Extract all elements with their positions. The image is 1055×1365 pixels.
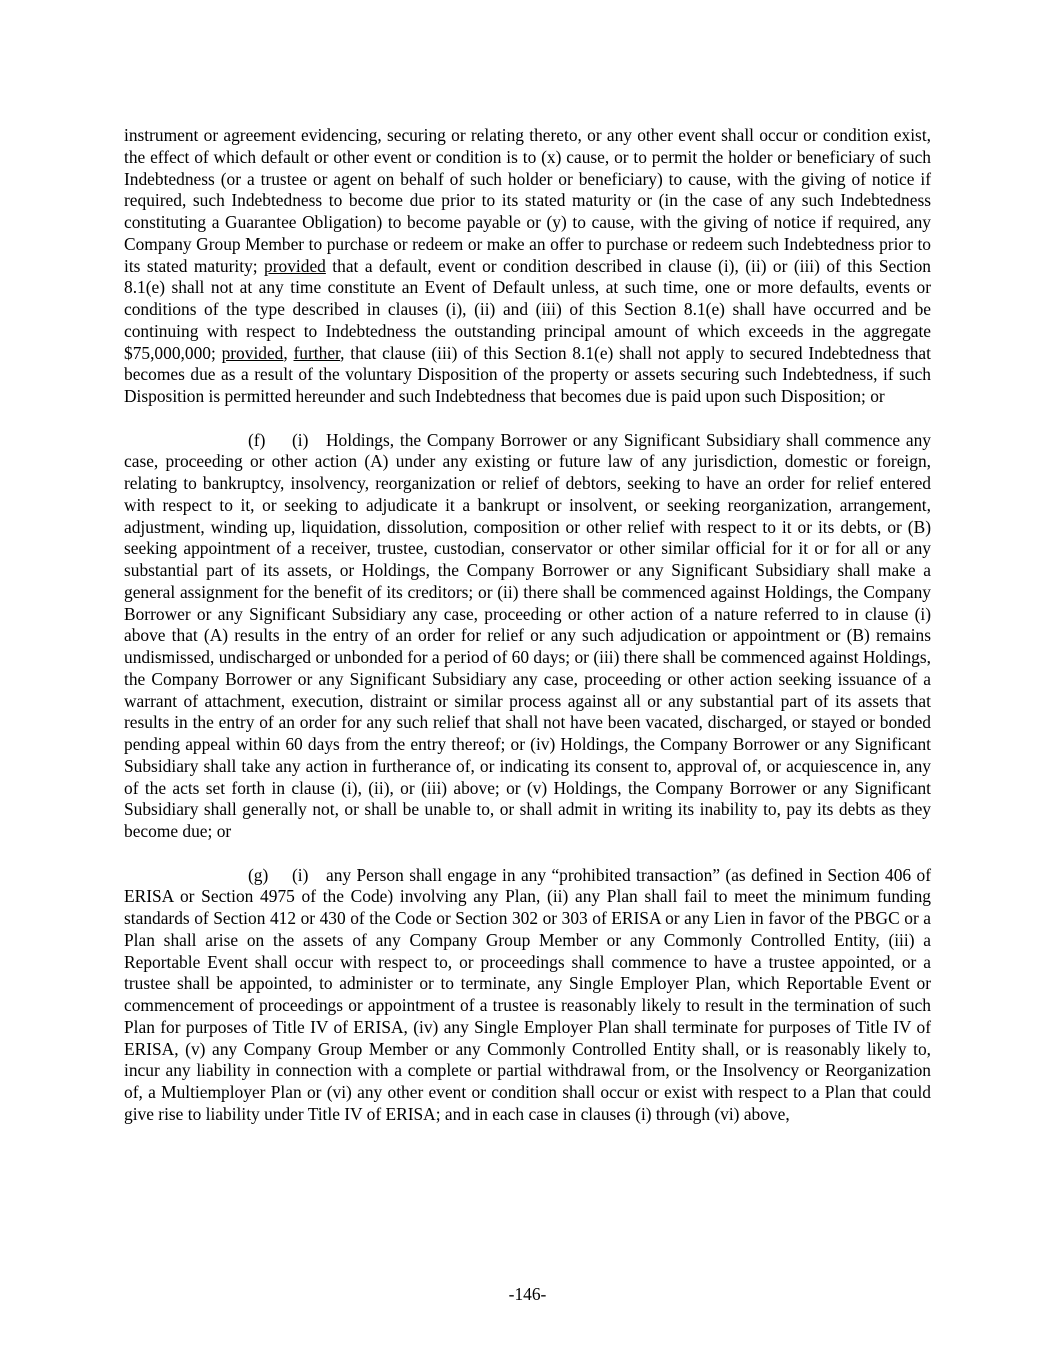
provided-term-2: provided — [221, 342, 284, 363]
clause-label-g: (g) — [248, 864, 269, 885]
sub-clause-label-f-i: (i) — [292, 429, 309, 450]
paragraph-f-text: Holdings, the Company Borrower or any Significant Subsidiary shall commence any case, proceeding or other action (A) under any existing or future law of any jurisdiction, domestic or foreign, relating to bankruptcy, insolvency, reorganization or relief of debtors, seeking to have an order for relief entered with respect to it, or seeking to adjudicate it a bankrupt or insolvent, or seeking reorganization, arrangement, adjustment, winding up, liquidation, dissolution, composition or other relief with respect to it or its debts, or (B) seeking appointment of a receiver, trustee, custodian, conservator or other similar official for it or for all or any substantial part of its assets, or Holdings, the Company Borrower or any Significant Subsidiary shall make a general assignment for the benefit of its creditors; or (ii) there shall be commenced against Holdings, the Company Borrower or any Significant Subsidiary any case, proceeding or other action of a nature referred to in clause (i) above that (A) results in the entry of an order for relief or any such adjudication or appointment or (B) remains undismissed, undischarged or unbonded for a period of 60 days; or (iii) there shall be commenced against Holdings, the Company Borrower or any Significant Subsidiary any case, proceeding or other action seeking issuance of a warrant of attachment, execution, distraint or similar process against all or any substantial part of its assets that results in the entry of an order for any such relief that shall not have been vacated, discharged, or stayed or bonded pending appeal within 60 days from the entry thereof; or (iv) Holdings, the Company Borrower or any Significant Subsidiary shall take any action in furtherance of, or indicating its consent to, approval of, or acquiescence in, any of the acts set forth in clause (i), (ii), or (iii) above; or (v) Holdings, the Company Borrower or any Significant Subsidiary shall generally not, or shall be unable to, or shall admit in writing its inability to, pay its debts as they become due; or — [124, 429, 931, 841]
document-body — [124, 125, 931, 1126]
paragraph-spacer — [124, 408, 931, 430]
sub-clause-label-g-i: (i) — [292, 864, 309, 885]
paragraph-g-text: any Person shall engage in any “prohibited transaction” (as defined in Section 406 of ERISA or Section 4975 of the Code) involving any Plan, (ii) any Plan shall fail to meet the minimum funding standards of Section 412 or 430 of the Code or Section 302 or 303 of ERISA or any Lien in favor of the PBGC or a Plan shall arise on the assets of any Company Group Member or any Commonly Controlled Entity, (iii) a Reportable Event shall occur with respect to, or proceedings shall commence to have a trustee appointed, or a trustee shall be appointed, to administer or to terminate, any Single Employer Plan, which Reportable Event or commencement of proceedings or appointment of a trustee is reasonably likely to result in the termination of such Plan for purposes of Title IV of ERISA, (iv) any Single Employer Plan shall terminate for purposes of Title IV of ERISA, (v) any Company Group Member or any Commonly Controlled Entity shall, or is reasonably likely to, incur any liability in connection with a complete or partial withdrawal from, or the Insolvency or Reorganization of, a Multiemployer Plan or (vi) any other event or condition shall occur or exist with respect to a Plan that could give rise to liability under Title IV of ERISA; and in each case in clauses (i) through (vi) above, — [124, 864, 931, 1124]
paragraph-e-text-1: instrument or agreement evidencing, securing or relating thereto, or any other event shall occur or condition exist, the effect of which default or other event or condition is to (x) cause, or to permit the holder or beneficiary of such Indebtedness (or a trustee or agent on behalf of such holder or beneficiary) to cause, with the giving of notice if required, such Indebtedness to become due prior to its stated maturity or (in the case of any such Indebtedness constituting a Guarantee Obligation) to become payable or (y) to cause, with the giving of notice if required, any Company Group Member to purchase or redeem or make an offer to purchase or redeem such Indebtedness prior to its stated maturity; — [124, 125, 931, 276]
paragraph-g — [124, 865, 931, 1126]
paragraph-spacer — [124, 843, 931, 865]
clause-label-f: (f) — [248, 429, 266, 450]
paragraph-e-comma: , — [283, 342, 294, 363]
paragraph-e-text-3: , that clause (iii) of this Section 8.1(e) shall not apply to secured Indebtedness that becomes due as a result of the voluntary Disposition of the property or assets securing such Indebtedness, if such Disposition is permitted hereunder and such Indebtedness that becomes due is paid upon such Disposition; or — [124, 342, 931, 406]
paragraph-f — [124, 430, 931, 843]
further-term: further — [293, 342, 341, 363]
page-number: -146- — [508, 1284, 547, 1304]
paragraph-e-text-2: that a default, event or condition described in clause (i), (ii) or (iii) of this Section 8.1(e) shall not at any time constitute an Event of Default unless, at such time, one or more defaults, events or conditions of the type described in clauses (i), (ii) and (iii) of this Section 8.1(e) shall have occurred and be continuing with respect to Indebtedness the outstanding principal amount of which exceeds in the aggregate $75,000,000; — [124, 255, 931, 363]
paragraph-e-continuation — [124, 125, 931, 408]
provided-term-1: provided — [264, 255, 326, 276]
